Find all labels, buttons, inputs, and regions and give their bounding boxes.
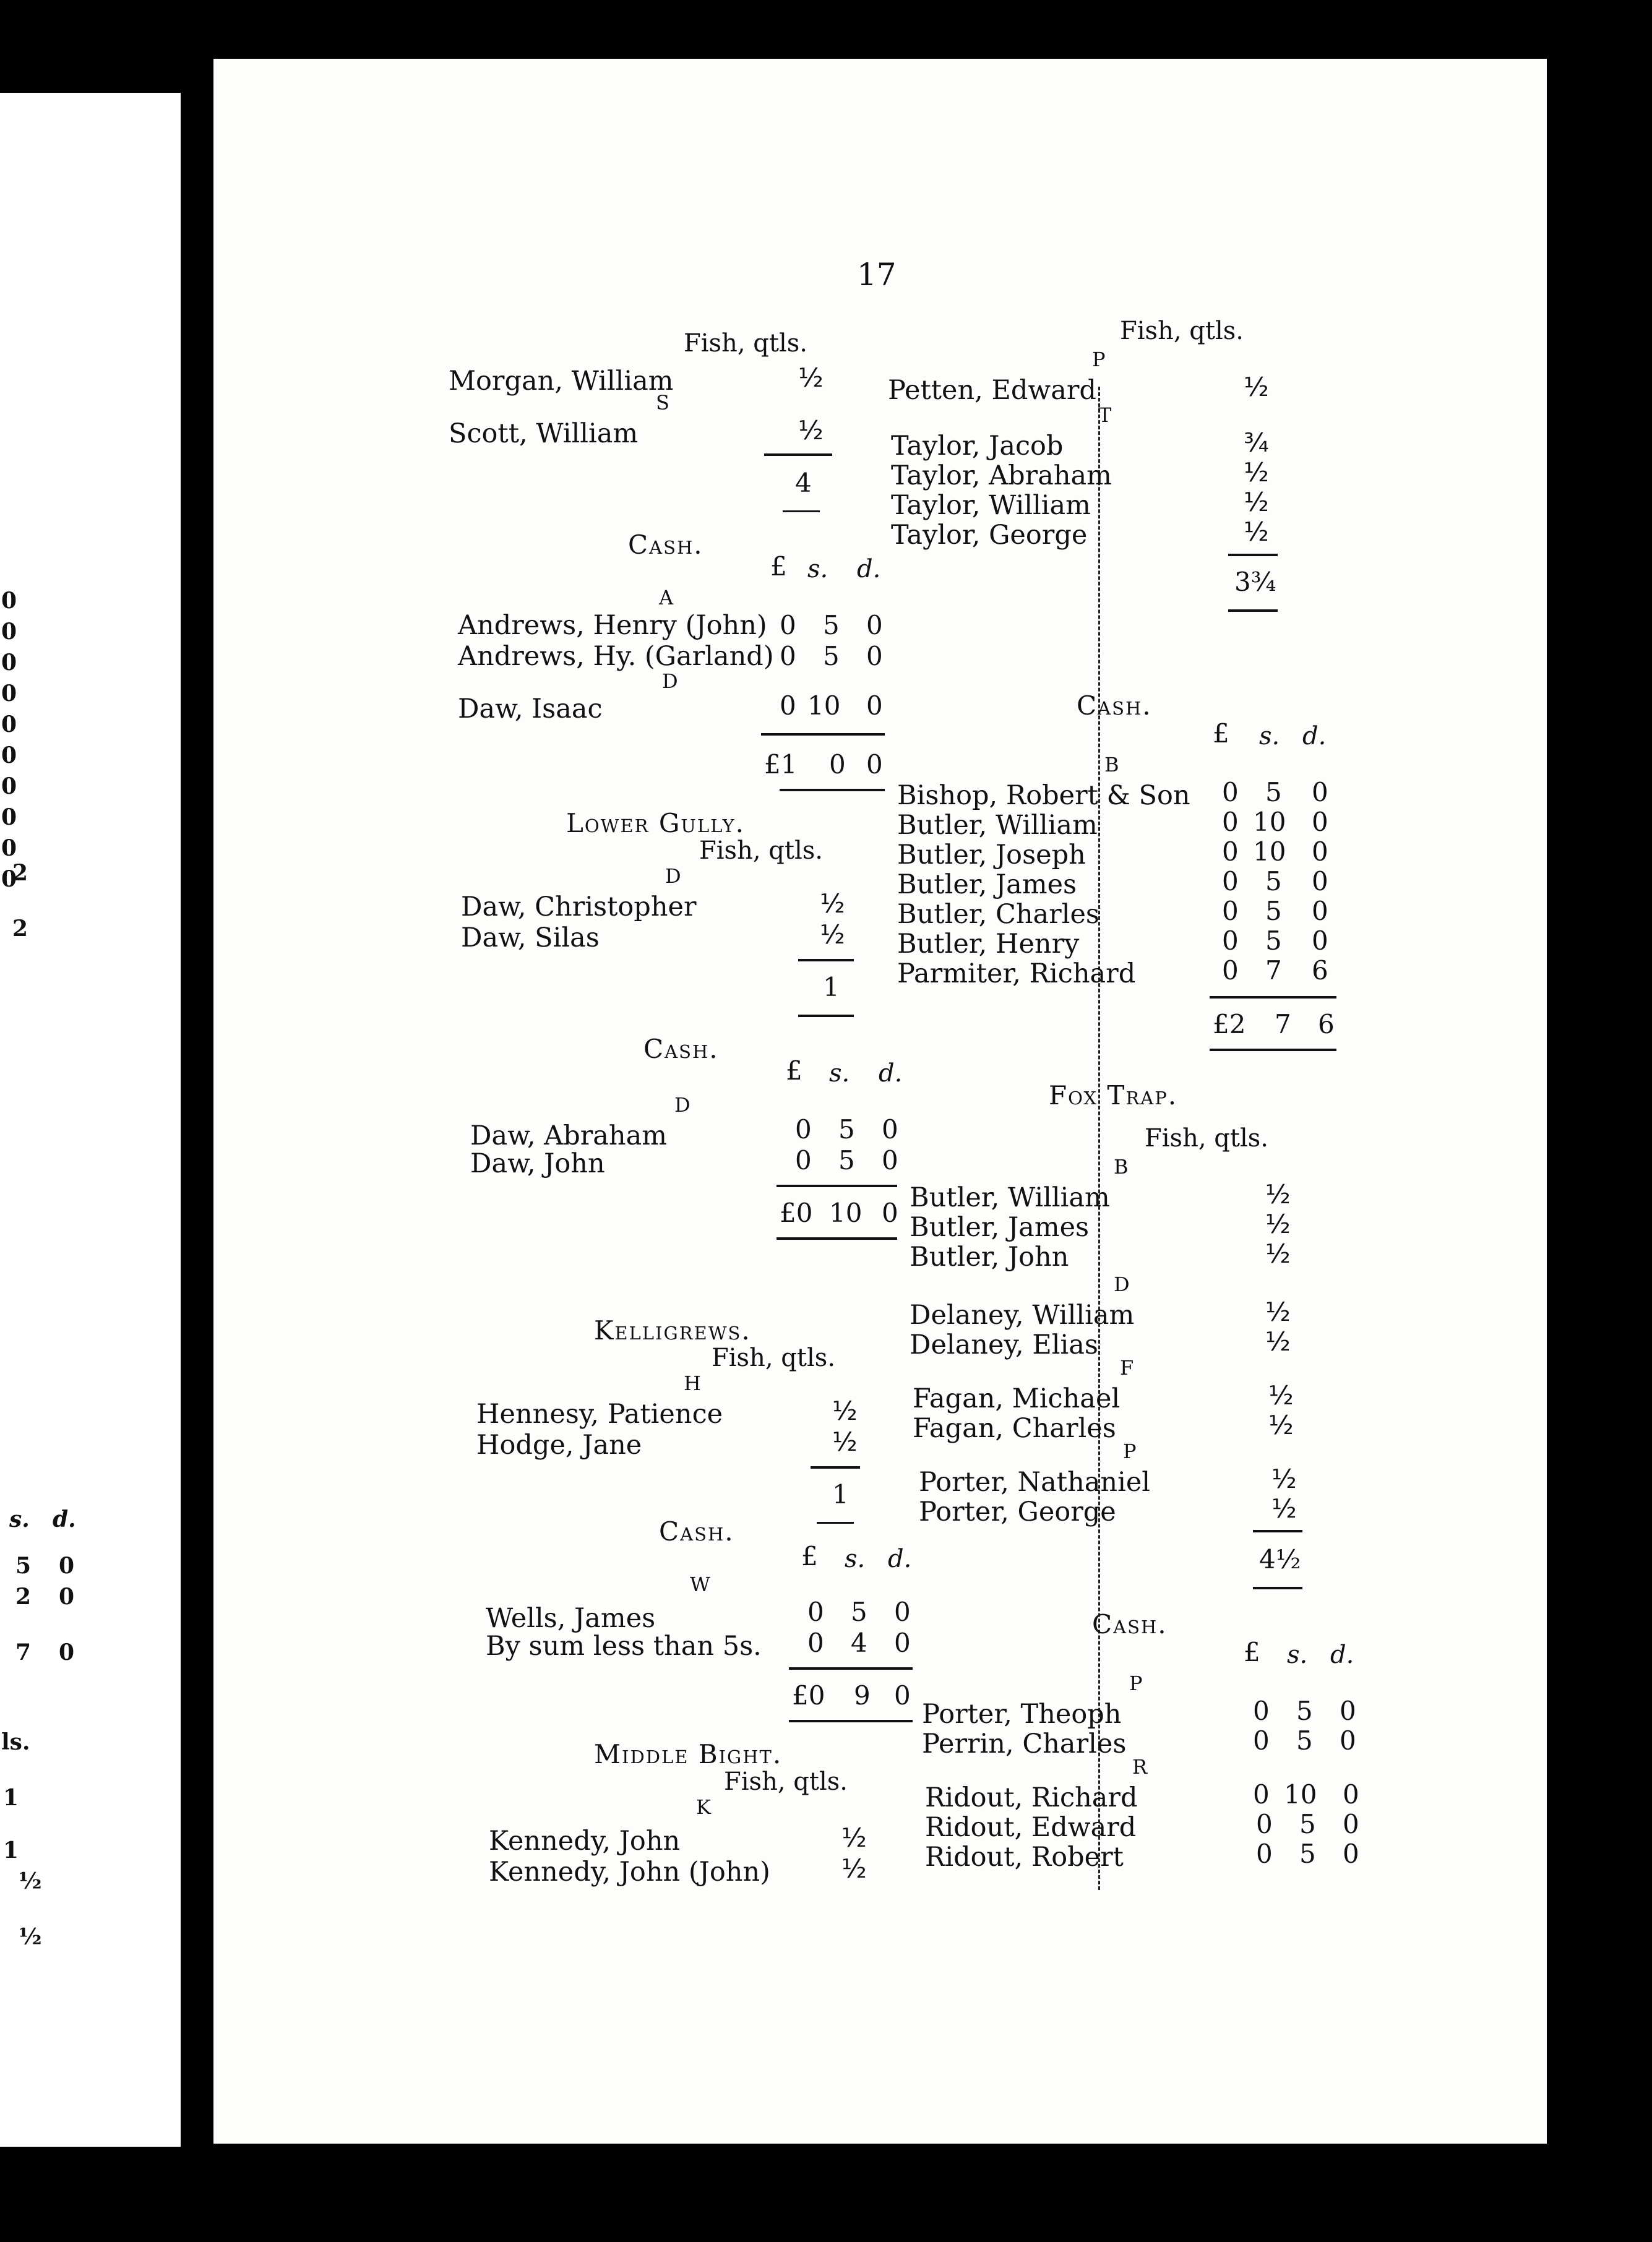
initial-letter: T xyxy=(1098,403,1112,427)
col-pence: d. xyxy=(857,555,881,583)
total-pence: 0 xyxy=(882,1198,898,1228)
entry-name: Taylor, George xyxy=(891,520,1088,551)
entry-name: Porter, Theoph xyxy=(922,1699,1122,1730)
total-pence: 6 xyxy=(1318,1009,1335,1039)
entry-qty: ½ xyxy=(1244,517,1269,547)
amount-shillings: 5 xyxy=(1299,1809,1316,1839)
entry-name: Kennedy, John xyxy=(489,1826,681,1857)
entry-name: Fagan, Michael xyxy=(913,1383,1121,1414)
total-rule xyxy=(811,1466,860,1469)
prev-fragment: 0 xyxy=(1,619,17,645)
prev-fragment: 0 xyxy=(1,742,17,768)
entry-name: Butler, James xyxy=(897,869,1077,900)
section-heading: Cash. xyxy=(643,1034,719,1064)
amount-pounds: 0 xyxy=(1253,1696,1270,1726)
total-rule xyxy=(798,959,854,961)
entry-qty: ½ xyxy=(820,888,845,919)
amount-pounds: 0 xyxy=(780,641,796,671)
fish-qtls-label: Fish, qtls. xyxy=(724,1767,848,1796)
total-rule xyxy=(789,1720,913,1722)
entry-name: Butler, John xyxy=(910,1242,1069,1273)
col-pound: £ xyxy=(801,1541,818,1571)
total-rule xyxy=(1228,554,1278,556)
prev-fragment: 0 xyxy=(59,1553,75,1579)
col-pound: £ xyxy=(786,1055,802,1086)
amount-pence: 0 xyxy=(866,610,883,640)
total-pence: 0 xyxy=(866,749,883,780)
initial-letter: H xyxy=(684,1372,701,1395)
col-pence: d. xyxy=(879,1059,903,1088)
prev-fragment: ½ xyxy=(19,1868,42,1894)
amount-shillings: 5 xyxy=(1265,896,1282,926)
prev-fragment: 0 xyxy=(1,681,17,707)
amount-shillings: 10 xyxy=(1253,836,1286,867)
total-pounds: £0 xyxy=(792,1680,825,1711)
amount-pence: 0 xyxy=(1312,777,1328,807)
prev-fragment: 1 xyxy=(3,1785,19,1811)
total-rule xyxy=(783,510,820,512)
fish-qtls-label: Fish, qtls. xyxy=(684,329,807,358)
amount-pence: 0 xyxy=(866,690,883,721)
amount-shillings: 5 xyxy=(1265,926,1282,956)
initial-letter: D xyxy=(1114,1273,1130,1296)
amount-pence: 0 xyxy=(1343,1809,1359,1839)
col-pound: £ xyxy=(1213,718,1229,749)
prev-fragment: 2 xyxy=(12,916,28,942)
amount-pence: 0 xyxy=(894,1628,911,1658)
entry-name: Andrews, Hy. (Garland) xyxy=(458,641,774,672)
amount-pounds: 0 xyxy=(780,690,796,721)
prev-fragment: 1 xyxy=(3,1837,19,1863)
col-shilling: s. xyxy=(829,1059,850,1088)
entry-qty: ½ xyxy=(841,1823,867,1853)
entry-name: Butler, William xyxy=(910,1182,1110,1213)
amount-shillings: 5 xyxy=(838,1114,855,1145)
prev-fragment: 2 xyxy=(12,860,28,886)
section-heading-lower-gully: Lower Gully. xyxy=(566,808,745,838)
entry-name: Porter, Nathaniel xyxy=(919,1467,1151,1498)
entry-name: Butler, Charles xyxy=(897,899,1099,930)
col-pound: £ xyxy=(770,551,787,582)
entry-qty: ½ xyxy=(1268,1410,1294,1440)
entry-name: Taylor, Abraham xyxy=(891,460,1112,491)
entry-name: Taylor, Jacob xyxy=(891,431,1064,462)
prev-fragment: 0 xyxy=(1,866,17,892)
section-heading: Cash. xyxy=(628,530,703,560)
amount-pence: 0 xyxy=(1312,836,1328,867)
amount-shillings: 10 xyxy=(1284,1779,1317,1810)
amount-pounds: 0 xyxy=(1253,1725,1270,1756)
total-pence: 0 xyxy=(894,1680,911,1711)
initial-letter: W xyxy=(690,1573,710,1596)
total-shillings: 10 xyxy=(829,1198,863,1228)
entry-name: Butler, Joseph xyxy=(897,840,1086,870)
total-rule xyxy=(764,453,832,456)
amount-pence: 0 xyxy=(1340,1725,1356,1756)
initial-letter: D xyxy=(665,864,681,888)
amount-shillings: 5 xyxy=(838,1145,855,1175)
amount-pence: 0 xyxy=(882,1145,898,1175)
amount-pounds: 0 xyxy=(1256,1809,1273,1839)
amount-pounds: 0 xyxy=(795,1114,812,1145)
amount-pence: 0 xyxy=(894,1597,911,1627)
entry-qty: ½ xyxy=(798,415,824,445)
entry-qty: ½ xyxy=(1268,1380,1294,1411)
fish-total: 4½ xyxy=(1259,1544,1301,1574)
entry-name: Morgan, William xyxy=(449,366,674,397)
amount-pence: 0 xyxy=(1312,926,1328,956)
entry-name: Andrews, Henry (John) xyxy=(458,610,767,641)
entry-name: Hodge, Jane xyxy=(476,1430,642,1461)
entry-name: Ridout, Edward xyxy=(925,1812,1137,1843)
total-pounds: £1 xyxy=(764,749,798,780)
entry-name: Perrin, Charles xyxy=(922,1729,1127,1759)
amount-pounds: 0 xyxy=(1253,1779,1270,1810)
amount-shillings: 5 xyxy=(823,610,840,640)
entry-name: Daw, Abraham xyxy=(470,1120,668,1151)
amount-pence: 0 xyxy=(882,1114,898,1145)
column-divider xyxy=(1098,387,1100,1890)
fish-qtls-label: Fish, qtls. xyxy=(712,1344,835,1372)
section-heading: Cash. xyxy=(1092,1609,1168,1639)
col-shilling: s. xyxy=(1259,722,1280,750)
total-rule xyxy=(1253,1530,1302,1532)
amount-pence: 0 xyxy=(866,641,883,671)
entry-name: Delaney, Elias xyxy=(910,1329,1098,1360)
entry-qty: ½ xyxy=(1265,1239,1291,1269)
entry-name: Bishop, Robert & Son xyxy=(897,780,1190,811)
amount-shillings: 10 xyxy=(807,690,841,721)
entry-name: By sum less than 5s. xyxy=(486,1631,762,1662)
entry-qty: ½ xyxy=(798,363,824,393)
entry-qty: ½ xyxy=(832,1396,858,1426)
section-heading-fox-trap: Fox Trap. xyxy=(1049,1080,1178,1110)
entry-name: Daw, Silas xyxy=(461,922,600,953)
total-pounds: £2 xyxy=(1213,1009,1246,1039)
amount-pounds: 0 xyxy=(1222,777,1239,807)
total-rule xyxy=(789,1667,913,1670)
amount-shillings: 5 xyxy=(1265,866,1282,896)
amount-shillings: 5 xyxy=(1265,777,1282,807)
amount-pounds: 0 xyxy=(1222,866,1239,896)
total-pounds: £0 xyxy=(780,1198,813,1228)
initial-letter: B xyxy=(1104,753,1119,776)
entry-name: Fagan, Charles xyxy=(913,1413,1116,1444)
prev-fragment: s. xyxy=(9,1506,30,1532)
total-rule xyxy=(1228,609,1278,612)
amount-shillings: 7 xyxy=(1265,955,1282,986)
page xyxy=(213,59,1547,2144)
book-spine xyxy=(181,99,218,2165)
prev-fragment: 0 xyxy=(1,650,17,676)
page-number: 17 xyxy=(857,257,897,293)
total-shillings: 9 xyxy=(854,1680,871,1711)
amount-pence: 0 xyxy=(1312,866,1328,896)
amount-shillings: 5 xyxy=(823,641,840,671)
entry-qty: ¾ xyxy=(1244,427,1269,458)
total-rule xyxy=(780,789,885,791)
initial-letter: F xyxy=(1120,1356,1134,1380)
initial-letter: A xyxy=(659,586,674,609)
amount-pounds: 0 xyxy=(1222,807,1239,837)
amount-pence: 0 xyxy=(1312,807,1328,837)
amount-pounds: 0 xyxy=(1256,1839,1273,1869)
entry-name: Daw, Christopher xyxy=(461,891,697,922)
entry-qty: ½ xyxy=(1244,372,1269,402)
amount-shillings: 5 xyxy=(1296,1696,1313,1726)
total-rule xyxy=(777,1185,897,1187)
entry-qty: ½ xyxy=(1271,1493,1297,1524)
total-rule xyxy=(777,1237,897,1240)
entry-qty: ½ xyxy=(841,1853,867,1884)
entry-name: Kennedy, John (John) xyxy=(489,1857,770,1888)
amount-pounds: 0 xyxy=(795,1145,812,1175)
total-rule xyxy=(1210,1049,1336,1051)
total-rule xyxy=(761,733,885,736)
initial-letter: P xyxy=(1123,1440,1137,1463)
entry-name: Petten, Edward xyxy=(888,375,1096,406)
amount-pence: 0 xyxy=(1340,1696,1356,1726)
entry-name: Ridout, Robert xyxy=(925,1842,1124,1873)
col-shilling: s. xyxy=(807,555,828,583)
entry-qty: ½ xyxy=(1265,1209,1291,1239)
entry-qty: ½ xyxy=(1271,1464,1297,1494)
fish-total: 3¾ xyxy=(1234,567,1276,597)
amount-shillings: 5 xyxy=(1296,1725,1313,1756)
entry-name: Wells, James xyxy=(486,1603,656,1634)
entry-name: Daw, Isaac xyxy=(458,694,603,724)
total-shillings: 7 xyxy=(1275,1009,1291,1039)
entry-name: Scott, William xyxy=(449,418,639,449)
amount-shillings: 5 xyxy=(851,1597,867,1627)
prev-fragment: d. xyxy=(53,1506,76,1532)
entry-name: Hennesy, Patience xyxy=(476,1399,723,1430)
prev-fragment: ls. xyxy=(1,1729,30,1755)
section-heading: Cash. xyxy=(659,1516,734,1547)
initial-letter: S xyxy=(656,391,669,414)
amount-pounds: 0 xyxy=(1222,955,1239,986)
prev-fragment: 0 xyxy=(1,773,17,799)
prev-fragment: 0 xyxy=(1,804,17,830)
fish-qtls-label: Fish, qtls. xyxy=(699,836,823,865)
initial-letter: R xyxy=(1132,1755,1148,1779)
entry-name: Parmiter, Richard xyxy=(897,958,1136,989)
prev-fragment: 0 xyxy=(59,1584,75,1610)
entry-name: Delaney, William xyxy=(910,1300,1135,1331)
total-rule xyxy=(798,1015,854,1017)
amount-shillings: 4 xyxy=(851,1628,867,1658)
total-rule xyxy=(1210,996,1336,999)
entry-qty: ½ xyxy=(820,919,845,950)
amount-pounds: 0 xyxy=(1222,896,1239,926)
amount-pounds: 0 xyxy=(807,1628,824,1658)
entry-qty: ½ xyxy=(1244,487,1269,517)
prev-fragment: 0 xyxy=(1,588,17,614)
prev-fragment: 0 xyxy=(1,835,17,861)
section-heading: Cash. xyxy=(1077,690,1152,721)
entry-name: Butler, James xyxy=(910,1212,1090,1243)
prev-fragment: ½ xyxy=(19,1924,42,1950)
entry-name: Butler, Henry xyxy=(897,929,1080,960)
amount-pence: 0 xyxy=(1312,896,1328,926)
col-shilling: s. xyxy=(1287,1641,1308,1669)
previous-page-edge xyxy=(0,93,181,2147)
col-pence: d. xyxy=(888,1545,912,1573)
col-pence: d. xyxy=(1302,722,1327,750)
fish-total: 1 xyxy=(823,972,840,1002)
amount-pounds: 0 xyxy=(1222,836,1239,867)
initial-letter: D xyxy=(674,1093,690,1117)
amount-pence: 6 xyxy=(1312,955,1328,986)
amount-pounds: 0 xyxy=(780,610,796,640)
entry-qty: ½ xyxy=(1244,457,1269,487)
amount-pence: 0 xyxy=(1343,1779,1359,1810)
initial-letter: K xyxy=(696,1795,711,1819)
col-shilling: s. xyxy=(845,1545,866,1573)
col-pence: d. xyxy=(1330,1641,1354,1669)
col-pound: £ xyxy=(1244,1637,1260,1667)
amount-shillings: 10 xyxy=(1253,807,1286,837)
entry-name: Taylor, William xyxy=(891,490,1091,521)
section-heading-kelligrews: Kelligrews. xyxy=(594,1315,751,1346)
entry-qty: ½ xyxy=(1265,1179,1291,1209)
prev-fragment: 0 xyxy=(1,711,17,737)
total-shillings: 0 xyxy=(829,749,846,780)
prev-fragment: 5 xyxy=(15,1553,32,1579)
section-heading-middle-bight: Middle Bight. xyxy=(594,1739,783,1769)
entry-name: Porter, George xyxy=(919,1497,1116,1527)
entry-name: Butler, William xyxy=(897,810,1098,841)
entry-name: Ridout, Richard xyxy=(925,1782,1138,1813)
initial-letter: P xyxy=(1092,348,1106,371)
entry-name: Daw, John xyxy=(470,1148,605,1179)
total-rule xyxy=(1253,1587,1302,1589)
fish-total: 1 xyxy=(832,1479,849,1510)
amount-pence: 0 xyxy=(1343,1839,1359,1869)
fish-qtls-label: Fish, qtls. xyxy=(1120,317,1244,345)
initial-letter: P xyxy=(1129,1672,1143,1695)
prev-fragment: 0 xyxy=(59,1639,75,1665)
fish-total: 4 xyxy=(795,468,812,498)
amount-shillings: 5 xyxy=(1299,1839,1316,1869)
entry-qty: ½ xyxy=(1265,1326,1291,1357)
fish-qtls-label: Fish, qtls. xyxy=(1145,1124,1268,1153)
prev-fragment: 2 xyxy=(15,1584,32,1610)
amount-pounds: 0 xyxy=(1222,926,1239,956)
entry-qty: ½ xyxy=(832,1427,858,1457)
prev-fragment: 7 xyxy=(15,1639,32,1665)
entry-qty: ½ xyxy=(1265,1297,1291,1327)
initial-letter: D xyxy=(662,669,678,693)
total-rule xyxy=(817,1522,854,1524)
amount-pounds: 0 xyxy=(807,1597,824,1627)
initial-letter: B xyxy=(1114,1155,1129,1179)
